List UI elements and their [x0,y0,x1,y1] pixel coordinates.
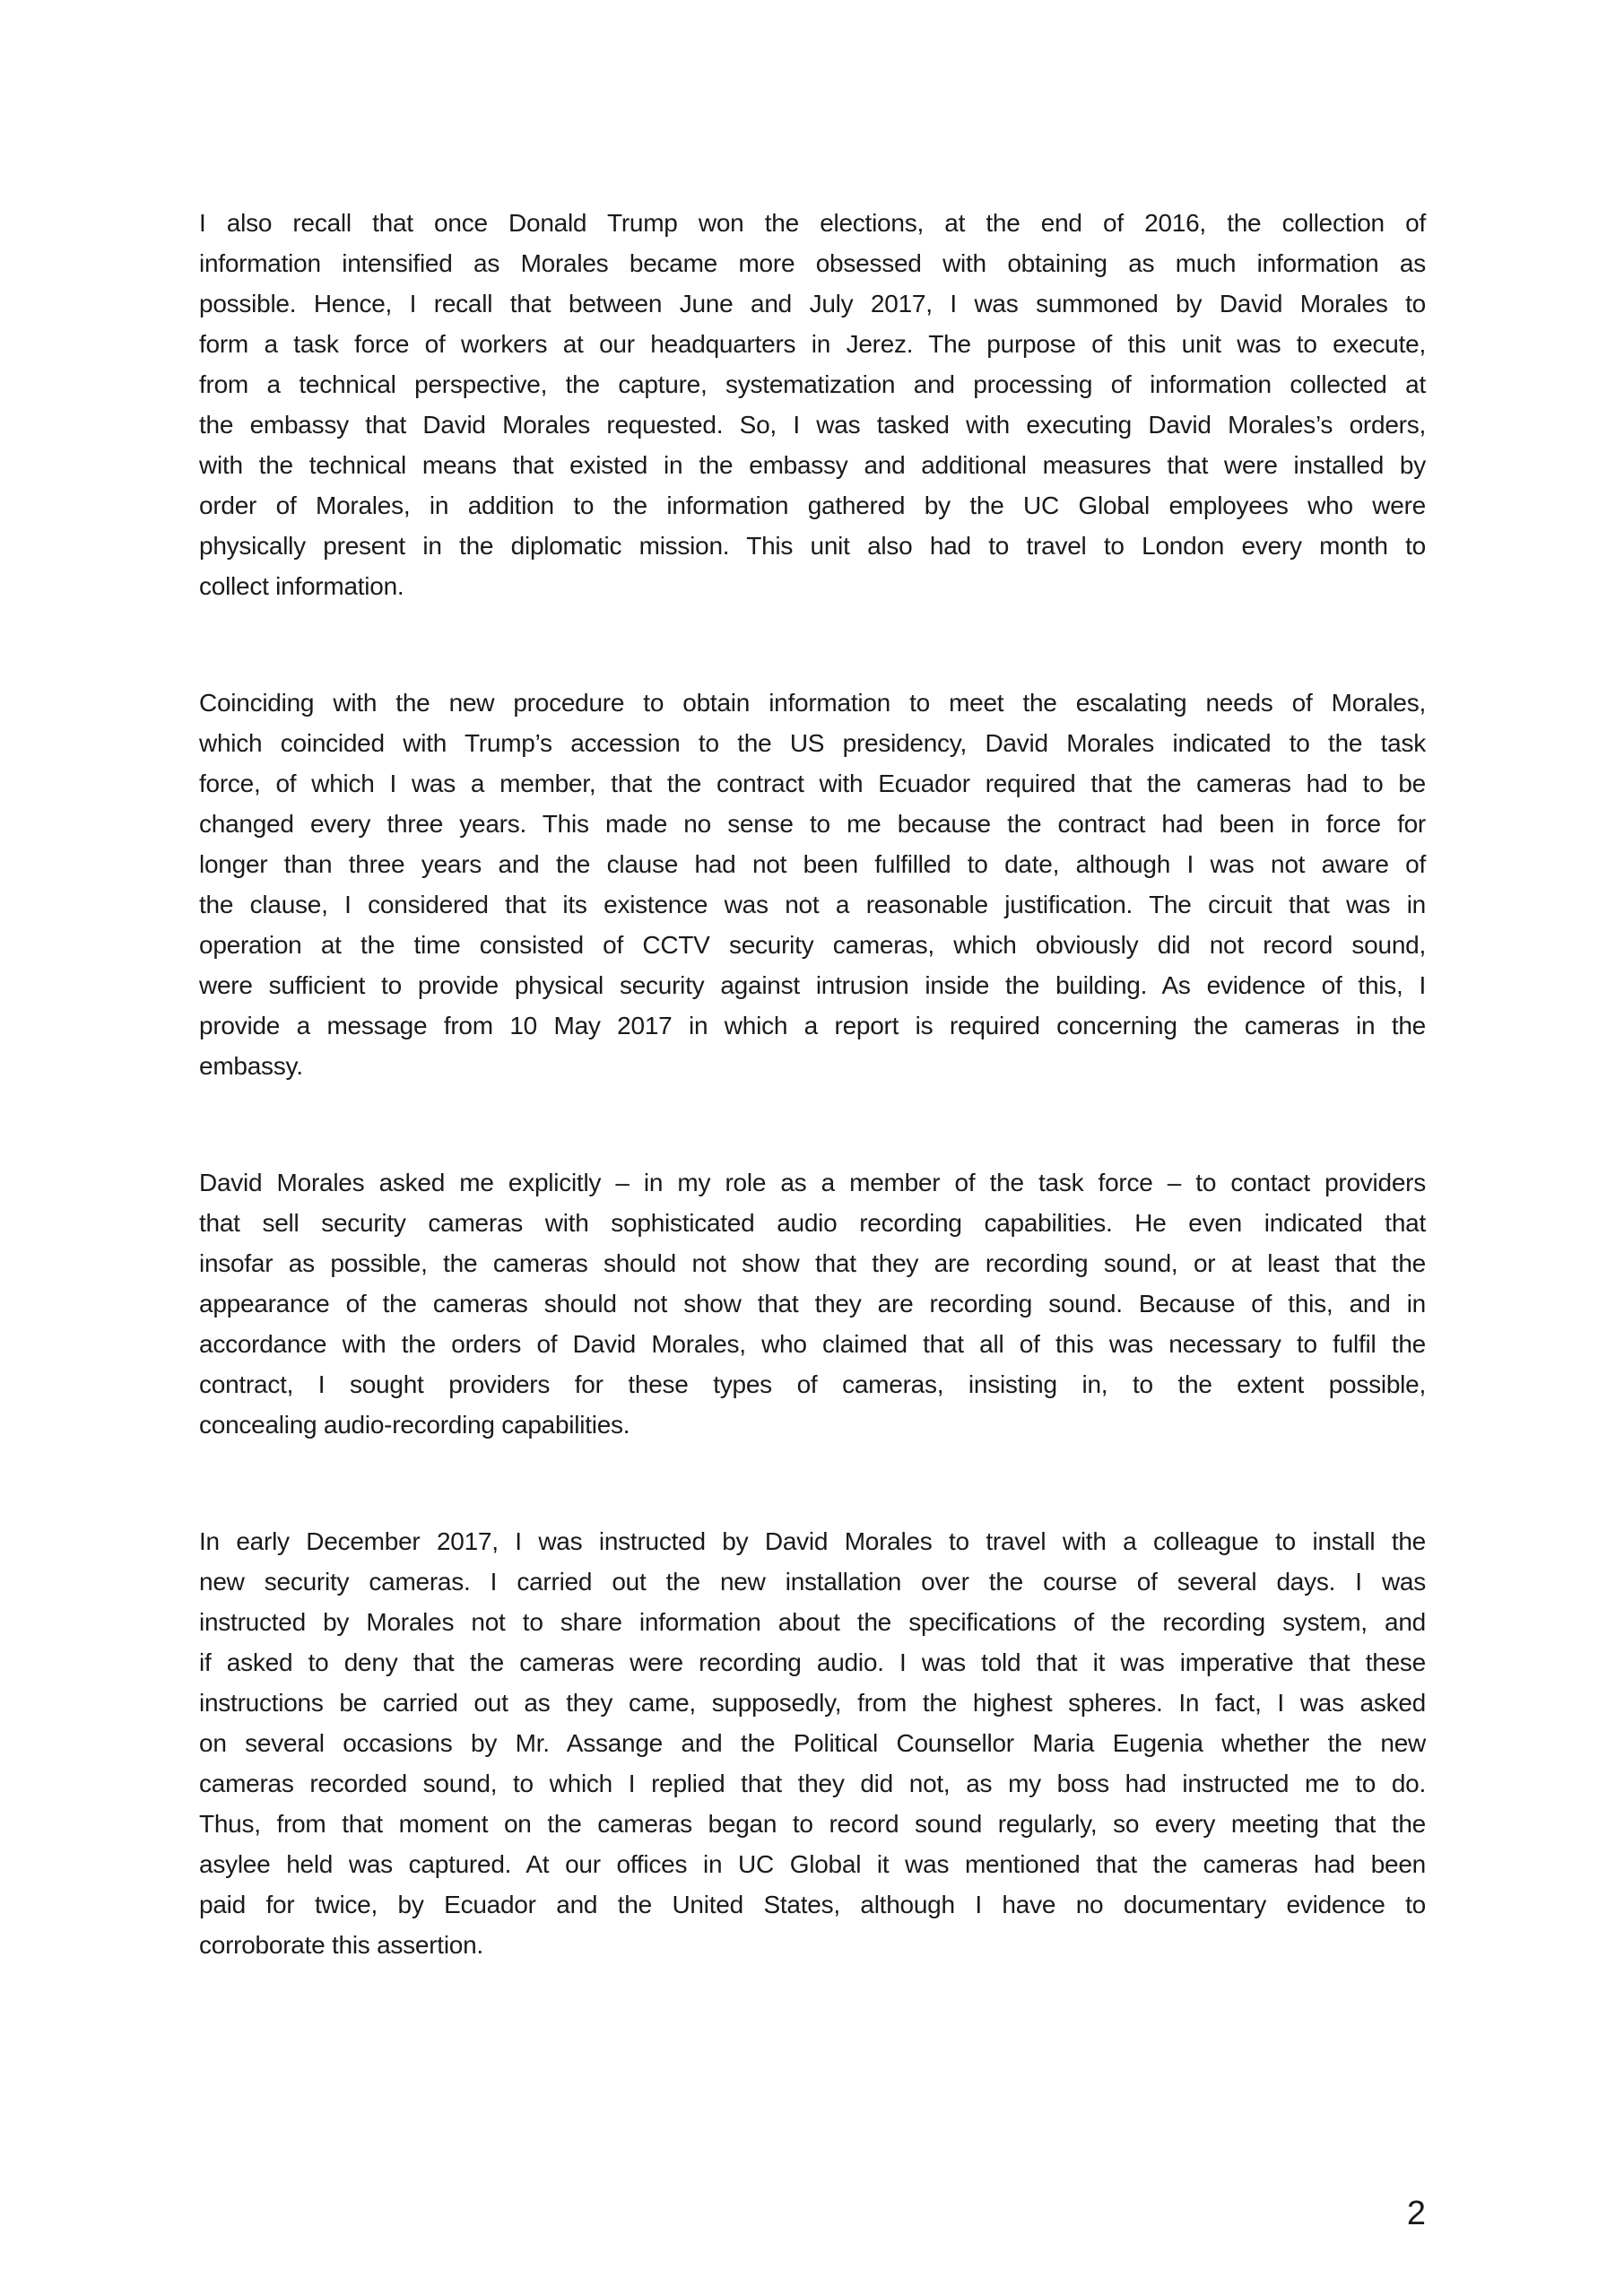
text-line: with the technical means that existed in the embassy and additional measures that were installed by [199,451,1426,479]
text-line: were sufficient to provide physical security against intrusion inside the building. As evidence of this, I [199,971,1426,999]
text-line: insofar as possible, the cameras should not show that they are recording sound, or at least that the [199,1249,1426,1277]
text-line: instructed by Morales not to share information about the specifications of the recording system, and [199,1608,1426,1636]
text-line: cameras recorded sound, to which I replied that they did not, as my boss had instructed me to do. [199,1770,1426,1797]
text-line: from a technical perspective, the capture, systematization and processing of information collected at [199,370,1426,398]
statement-paragraph-4 [199,1521,1426,1965]
text-line: appearance of the cameras should not show that they are recording sound. Because of this, and in [199,1290,1426,1318]
text-line: that sell security cameras with sophisticated audio recording capabilities. He even indicated that [199,1209,1426,1237]
text-line: corroborate this assertion. [199,1931,483,1959]
text-line: In early December 2017, I was instructed by David Morales to travel with a colleague to install the [199,1527,1426,1555]
text-line: contract, I sought providers for these types of cameras, insisting in, to the extent possible, [199,1370,1426,1398]
document-body [199,203,1426,2041]
text-line: paid for twice, by Ecuador and the United States, although I have no documentary evidence to [199,1891,1426,1918]
text-line: Thus, from that moment on the cameras began to record sound regularly, so every meeting that the [199,1810,1426,1838]
statement-paragraph-1 [199,203,1426,606]
text-line: asylee held was captured. At our offices in UC Global it was mentioned that the cameras had been [199,1850,1426,1878]
text-line: on several occasions by Mr. Assange and the Political Counsellor Maria Eugenia whether the new [199,1729,1426,1757]
statement-paragraph-3 [199,1162,1426,1445]
text-line: provide a message from 10 May 2017 in which a report is required concerning the cameras in the [199,1012,1426,1039]
text-line: information intensified as Morales became more obsessed with obtaining as much information as [199,249,1426,277]
text-line: the embassy that David Morales requested. So, I was tasked with executing David Morales’s orders, [199,411,1426,439]
page-number: 2 [1406,2195,1426,2232]
text-line: embassy. [199,1052,303,1080]
text-line: longer than three years and the clause had not been fulfilled to date, although I was not aware of [199,850,1426,878]
text-line: David Morales asked me explicitly – in my role as a member of the task force – to contact providers [199,1169,1426,1196]
text-line: accordance with the orders of David Morales, who claimed that all of this was necessary to fulfil the [199,1330,1426,1358]
text-line: collect information. [199,572,404,600]
statement-paragraph-2 [199,683,1426,1086]
text-line: form a task force of workers at our headquarters in Jerez. The purpose of this unit was to execute, [199,330,1426,358]
text-line: new security cameras. I carried out the new installation over the course of several days. I was [199,1568,1426,1596]
text-line: Coinciding with the new procedure to obtain information to meet the escalating needs of Morales, [199,689,1426,717]
text-line: physically present in the diplomatic mission. This unit also had to travel to London every month to [199,532,1426,560]
text-line: instructions be carried out as they came, supposedly, from the highest spheres. In fact, I was asked [199,1689,1426,1717]
text-line: possible. Hence, I recall that between June and July 2017, I was summoned by David Morales to [199,290,1426,317]
text-line: changed every three years. This made no sense to me because the contract had been in force for [199,810,1426,838]
text-line: which coincided with Trump’s accession to the US presidency, David Morales indicated to the task [199,729,1426,757]
text-line: concealing audio-recording capabilities. [199,1411,630,1439]
text-line: force, of which I was a member, that the contract with Ecuador required that the cameras had to be [199,770,1426,797]
text-line: the clause, I considered that its existence was not a reasonable justification. The circuit that was in [199,891,1426,918]
text-line: I also recall that once Donald Trump won the elections, at the end of 2016, the collection of [199,209,1426,237]
text-line: operation at the time consisted of CCTV security cameras, which obviously did not record sound, [199,931,1426,959]
text-line: if asked to deny that the cameras were recording audio. I was told that it was imperative that these [199,1648,1426,1676]
text-line: order of Morales, in addition to the information gathered by the UC Global employees who were [199,491,1426,519]
page-footer [199,2194,1426,2234]
